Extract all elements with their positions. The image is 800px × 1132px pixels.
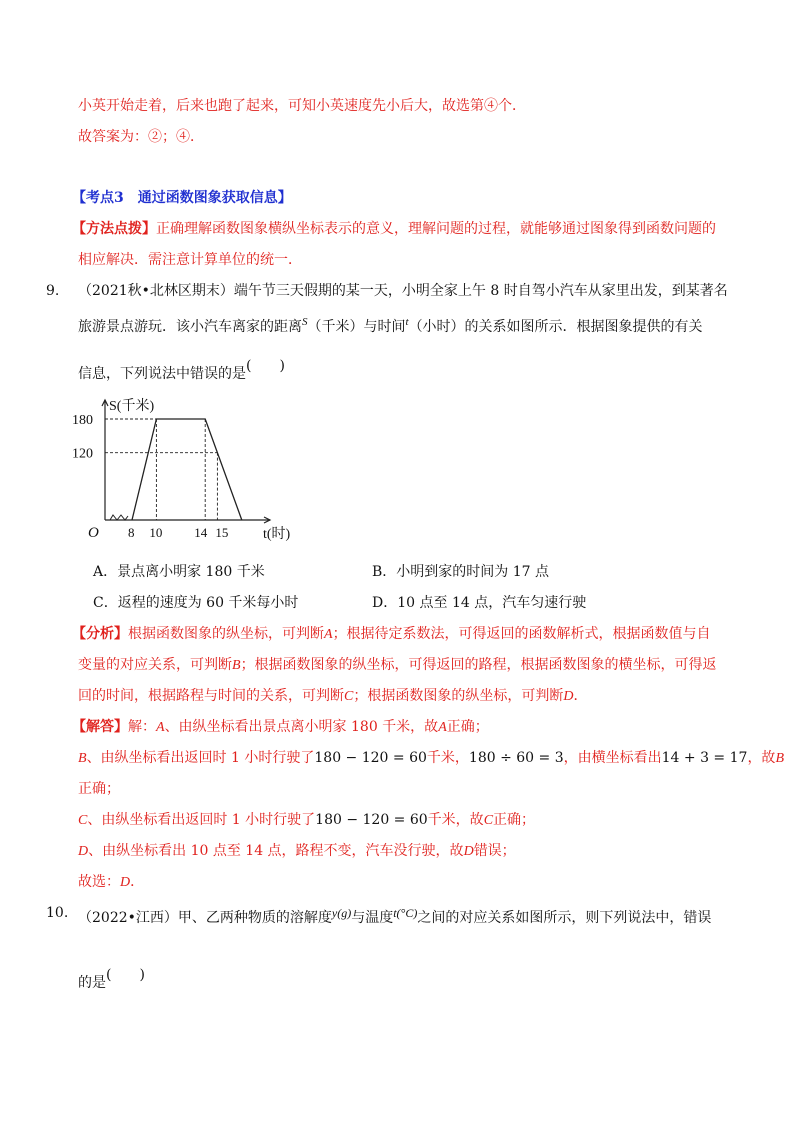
answer-line-3: 正确；	[78, 781, 120, 797]
answer-text: 、由纵坐标看出返回时 1 小时行驶了	[86, 750, 315, 766]
method-line-2: 相应解决．需注意计算单位的统一．	[78, 252, 302, 268]
label-c: C	[78, 813, 88, 828]
label-d: D	[563, 689, 574, 704]
answer-text: 、由纵坐标看出 10 点至 14 点，路程不变，汽车没行驶，故	[88, 843, 464, 859]
section-heading: 【考点3 通过函数图象获取信息】	[72, 190, 292, 206]
var-tc: t(°C)	[393, 906, 418, 920]
analysis-line-2	[78, 655, 717, 676]
label-b: B	[775, 751, 784, 766]
answer-text: 解：	[128, 719, 156, 735]
analysis-line-1	[72, 624, 711, 645]
var-t: t	[405, 316, 409, 328]
q9-text-a: 旅游景点游玩．该小汽车离家的距离	[78, 319, 302, 335]
method-text-1: 正确理解函数图象横纵坐标表示的意义，理解问题的过程，就能够通过图象得到函数问题的	[156, 221, 716, 237]
distance-time-chart	[70, 392, 310, 552]
label-a: A	[324, 627, 333, 642]
answer-paren: ( )	[106, 967, 145, 983]
label-a: A	[156, 720, 165, 735]
y-tick-label: 120	[72, 446, 93, 462]
option-a[interactable]: A．景点离小明家 180 千米	[93, 564, 265, 580]
q9-text-3: 信息，下列说法中错误的是	[78, 366, 246, 382]
label-d: D	[120, 875, 131, 890]
x-tick-label: 8	[128, 525, 135, 540]
intro-line-2: 故答案为：②；④．	[78, 129, 204, 145]
method-line-1	[72, 219, 716, 239]
origin-label: O	[88, 525, 99, 541]
label-d: D	[463, 844, 474, 859]
question-10-number: 10.	[46, 905, 69, 921]
analysis-text: 回的时间，根据路程与时间的关系，可判断	[78, 688, 344, 704]
series-line	[132, 419, 242, 520]
q9-text-b: （千米）与时间	[307, 319, 406, 335]
answer-line-6	[78, 872, 144, 893]
x-tick-label: 10	[149, 525, 163, 540]
intro-line-1: 小英开始走着，后来也跑了起来，可知小英速度先小后大，故选第④个．	[78, 98, 526, 114]
label-b: B	[232, 658, 241, 673]
answer-text: ．	[130, 874, 145, 890]
answer-line-4	[78, 810, 535, 831]
answer-text: 、由纵坐标看出景点离小明家 180 千米，故	[164, 719, 439, 735]
analysis-text: ．	[573, 688, 588, 704]
method-tag: 【方法点拨】	[72, 221, 156, 237]
equation: 180 ÷ 60 = 3	[468, 750, 564, 766]
label-c: C	[483, 813, 494, 828]
question-9-line-3	[78, 356, 285, 384]
answer-text: 、由纵坐标看出返回时 1 小时行驶了	[87, 812, 316, 828]
analysis-tag: 【分析】	[72, 626, 128, 642]
var-s: S	[302, 316, 308, 328]
question-9-line-2	[78, 312, 703, 337]
option-c[interactable]: C．返程的速度为 60 千米每小时	[93, 595, 299, 611]
answer-text: 千米，	[426, 750, 469, 766]
q10-text: 与温度	[351, 910, 394, 926]
question-10-line-1	[78, 903, 711, 928]
q10-text: 的是	[78, 975, 106, 991]
x-axis-label: t(时)	[263, 527, 291, 542]
label-d: D	[78, 844, 89, 859]
axis-break-mark	[110, 515, 128, 520]
question-10-line-2	[78, 965, 145, 993]
y-tick-label: 180	[72, 413, 93, 428]
analysis-text: 变量的对应关系，可判断	[78, 657, 232, 673]
option-d[interactable]: D．10 点至 14 点，汽车匀速行驶	[372, 595, 587, 611]
answer-paren: ( )	[246, 358, 285, 374]
label-b: B	[78, 751, 87, 766]
x-tick-label: 15	[215, 525, 229, 540]
answer-text: ，故	[747, 750, 776, 766]
q10-text: （2022•江西）甲、乙两种物质的溶解度	[78, 910, 332, 926]
analysis-line-3	[78, 686, 587, 707]
answer-line-1	[72, 717, 489, 738]
var-yg: y(g)	[331, 906, 352, 920]
equation: 180 − 120 = 60	[314, 750, 427, 766]
equation: 14 + 3 = 17	[661, 750, 748, 766]
q10-text: 之间的对应关系如图所示，则下列说法中，错误	[417, 910, 712, 926]
option-b[interactable]: B．小明到家的时间为 17 点	[372, 564, 550, 580]
analysis-text: 根据函数图象的纵坐标，可判断	[128, 626, 324, 642]
answer-text: 正确；	[446, 719, 489, 735]
x-tick-label: 14	[194, 525, 208, 540]
answer-tag: 【解答】	[72, 719, 128, 735]
analysis-text: ；根据函数图象的纵坐标，可得返回的路程，根据函数图象的横坐标，可得返	[240, 657, 717, 673]
analysis-text: ；根据函数图象的纵坐标，可判断	[353, 688, 564, 704]
answer-text: 故选：	[78, 874, 120, 890]
answer-text: 千米，故	[427, 812, 484, 828]
analysis-text: ；根据待定系数法，可得返回的函数解析式，根据函数值与自	[332, 626, 711, 642]
label-a: A	[438, 720, 447, 735]
label-c: C	[344, 689, 354, 704]
y-axis-label: S(千米)	[109, 399, 155, 414]
question-9-line-1: （2021秋•北林区期末）端午节三天假期的某一天，小明全家上午 8 时自驾小汽车从家里出发，到某著名	[78, 283, 728, 299]
answer-line-5	[78, 841, 516, 862]
question-9-number: 9.	[46, 283, 60, 299]
q9-text-c: （小时）的关系如图所示．根据图象提供的有关	[408, 319, 703, 335]
answer-text: 错误；	[473, 843, 516, 859]
equation: 180 − 120 = 60	[315, 812, 428, 828]
answer-text: 正确；	[493, 812, 536, 828]
answer-line-2	[78, 748, 784, 769]
answer-text: ，由横坐标看出	[563, 750, 662, 766]
